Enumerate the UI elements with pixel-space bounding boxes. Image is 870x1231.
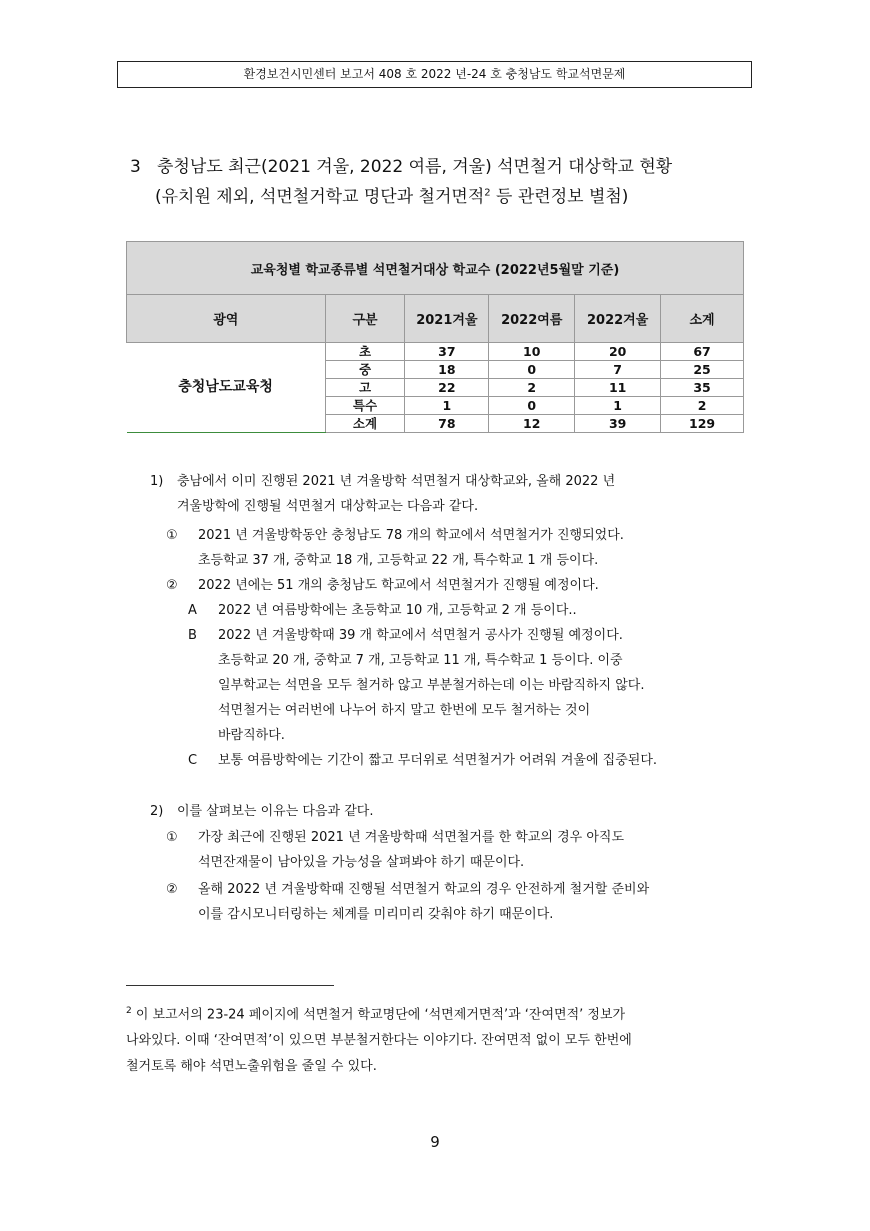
table-cell: 67 [661, 343, 744, 361]
list-marker: ① [166, 830, 178, 845]
list-item-text: 일부학교는 석면을 모두 철거하 않고 부분철거하는데 이는 바람직하지 않다. [218, 678, 645, 693]
list-marker: 2) [150, 804, 164, 819]
summary-table [126, 241, 744, 433]
table-cell: 0 [489, 397, 575, 415]
col-header-2021-winter: 2021겨울 [405, 295, 489, 343]
table-cell: 12 [489, 415, 575, 433]
table-cell: 35 [661, 379, 744, 397]
list-item-text: 가장 최근에 진행된 2021 년 겨울방학때 석면철거를 한 학교의 경우 아직도 [198, 830, 625, 845]
list-item-text: 초등학교 20 개, 중학교 7 개, 고등학교 11 개, 특수학교 1 등이다. 이중 [218, 653, 623, 668]
list-item-text: 이를 감시모니터링하는 체계를 미리미리 갖춰야 하기 때문이다. [198, 907, 554, 922]
footnote-line [126, 1054, 746, 1080]
table-cell: 2 [661, 397, 744, 415]
report-header: 환경보건시민센터 보고서 408 호 2022 년-24 호 충청남도 학교석면문제 [117, 61, 752, 88]
table-cell: 10 [489, 343, 575, 361]
list-item-text: 겨울방학에 진행될 석면철거 대상학교는 다음과 같다. [177, 499, 479, 514]
table-cell: 39 [575, 415, 661, 433]
col-header-subtotal: 소계 [661, 295, 744, 343]
footnote-text: 나와있다. 이때 ‘잔여면적’이 있으면 부분철거한다는 이야기다. 잔여면적 없이 모두 한번에 [126, 1033, 632, 1049]
table-cell: 중 [325, 361, 405, 379]
table-cell: 18 [405, 361, 489, 379]
list-marker: B [188, 628, 197, 643]
list-item-text: 2022 년에는 51 개의 충청남도 학교에서 석면철거가 진행될 예정이다. [198, 578, 599, 593]
table-cell: 25 [661, 361, 744, 379]
footnote-line [126, 998, 746, 1028]
table-cell: 20 [575, 343, 661, 361]
table-caption: 교육청별 학교종류별 석면철거대상 학교수 (2022년5월말 기준) [127, 242, 744, 295]
table-cell: 7 [575, 361, 661, 379]
list-marker: ② [166, 882, 178, 897]
table-cell: 고 [325, 379, 405, 397]
table-cell: 소계 [325, 415, 405, 433]
table-cell: 78 [405, 415, 489, 433]
list-item-text: 올해 2022 년 겨울방학때 진행될 석면철거 학교의 경우 안전하게 철거할 준비와 [198, 882, 650, 897]
list-marker: ② [166, 578, 178, 593]
list-item-text: 2022 년 여름방학에는 초등학교 10 개, 고등학교 2 개 등이다.. [218, 603, 577, 618]
list-item-text: 석면잔재물이 남아있을 가능성을 살펴봐야 하기 때문이다. [198, 855, 525, 870]
footnote-divider [126, 985, 334, 986]
subtitle-text: (유치원 제외, 석면철거학교 명단과 철거면적 [155, 187, 485, 207]
table-row [127, 343, 744, 361]
table-cell: 특수 [325, 397, 405, 415]
subtitle-text-end: 등 관련정보 별첨) [490, 187, 629, 207]
table-cell: 2 [489, 379, 575, 397]
table-cell: 37 [405, 343, 489, 361]
list-item-text: 보통 여름방학에는 기간이 짧고 무더위로 석면철거가 어려워 겨울에 집중된다. [218, 753, 658, 768]
col-header-category: 구분 [325, 295, 405, 343]
section-heading [130, 152, 672, 212]
footnote-marker: 2 [126, 1006, 132, 1016]
list-marker: A [188, 603, 197, 618]
list-item-text: 바람직하다. [218, 728, 285, 743]
col-header-2022-summer: 2022여름 [489, 295, 575, 343]
col-header-2022-winter: 2022겨울 [575, 295, 661, 343]
table-cell: 11 [575, 379, 661, 397]
list-item-text: 이를 살펴보는 이유는 다음과 같다. [177, 804, 374, 819]
list-item-text: 2022 년 겨울방학때 39 개 학교에서 석면철거 공사가 진행될 예정이다. [218, 628, 623, 643]
list-item-text: 충남에서 이미 진행된 2021 년 겨울방학 석면철거 대상학교와, 올해 2022 년 [177, 474, 616, 489]
footnote-text: 철거토록 해야 석면노출위험을 줄일 수 있다. [126, 1059, 377, 1075]
footnote [126, 998, 746, 1080]
footnote-ref[interactable]: 2 [484, 187, 491, 199]
table-cell: 0 [489, 361, 575, 379]
list-item-text: 초등학교 37 개, 중학교 18 개, 고등학교 22 개, 특수학교 1 개 등이다. [198, 553, 599, 568]
list-marker: C [188, 753, 198, 768]
table-header-row [127, 295, 744, 343]
table-cell: 1 [575, 397, 661, 415]
page-number: 9 [430, 1133, 440, 1151]
table-cell: 초 [325, 343, 405, 361]
footnote-text: 이 보고서의 23-24 페이지에 석면철거 학교명단에 ‘석면제거면적’과 ‘잔여면적’ 정보가 [131, 1007, 626, 1023]
section-subtitle [130, 182, 672, 212]
footnote-line [126, 1028, 746, 1054]
table-cell: 22 [405, 379, 489, 397]
list-marker: ① [166, 528, 178, 543]
section-number: 3 [130, 157, 141, 177]
list-item-text: 2021 년 겨울방학동안 충청남도 78 개의 학교에서 석면철거가 진행되었다. [198, 528, 624, 543]
list-item-text: 석면철거는 여러번에 나누어 하지 말고 한번에 모두 철거하는 것이 [218, 703, 591, 718]
section-title: 충청남도 최근(2021 겨울, 2022 여름, 겨울) 석면철거 대상학교 현황 [157, 157, 673, 177]
table-cell: 129 [661, 415, 744, 433]
col-header-region: 광역 [127, 295, 326, 343]
table-cell: 1 [405, 397, 489, 415]
list-marker: 1) [150, 474, 164, 489]
region-cell: 충청남도교육청 [127, 343, 326, 433]
